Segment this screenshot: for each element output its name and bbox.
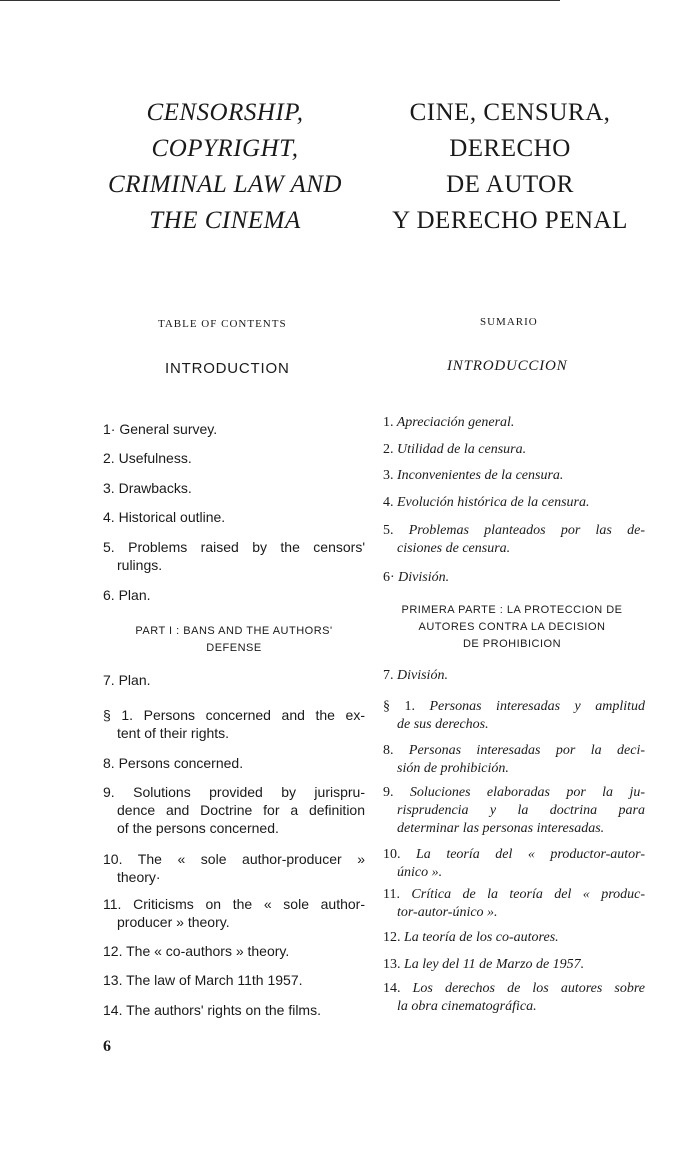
toc-entry-line (383, 540, 645, 558)
toc-entry-number: 5. (383, 523, 394, 538)
toc-entry (383, 929, 645, 947)
toc-entry (383, 886, 645, 922)
toc-entry (383, 667, 645, 685)
toc-entry-text: Inconvenientes de la censura. (397, 468, 564, 483)
toc-entry-text: Utilidad de la censura. (397, 442, 527, 457)
title-es-line: CINE, CENSURA, (409, 99, 611, 126)
title-es-line: Y DERECHO PENAL (392, 207, 628, 234)
toc-entry-number: 6· (383, 570, 395, 585)
toc-entry-number: 1. (383, 415, 394, 430)
title-en-line: CENSORSHIP, (146, 99, 304, 126)
part-heading-english (103, 623, 365, 657)
toc-entry (383, 980, 645, 1016)
title-en-line: CRIMINAL LAW AND (108, 171, 342, 198)
toc-entry-line (383, 569, 645, 587)
toc-entry-line (103, 706, 365, 724)
toc-entry-line (103, 724, 365, 742)
toc-entry-number: 7. (383, 668, 394, 683)
toc-entry-text: The « co-authors » theory. (126, 943, 290, 959)
toc-entry-text: La ley del 11 de Marzo de 1957. (404, 957, 585, 972)
toc-entry-line (103, 850, 365, 868)
toc-entry (103, 479, 365, 497)
toc-entry-line (103, 819, 365, 837)
toc-entry-line (103, 449, 365, 467)
toc-entry-line (103, 971, 365, 989)
toc-entry-line (103, 538, 365, 556)
toc-entry-line (383, 414, 645, 432)
toc-entry (103, 586, 365, 604)
toc-entry-line (383, 698, 645, 716)
toc-entry-text: risprudencia y la doctrina para (397, 803, 645, 818)
toc-entry-number: 8. (383, 743, 394, 758)
toc-entry-line (383, 998, 645, 1016)
part-en-line: DEFENSE (206, 642, 262, 654)
toc-entry (103, 942, 365, 960)
toc-entry-number: 13. (383, 957, 401, 972)
toc-entry-number: 2. (383, 442, 394, 457)
toc-entry-line (383, 846, 645, 864)
toc-entry-number: 8. (103, 755, 115, 771)
toc-entry-text: Plan. (118, 587, 151, 603)
toc-entry (383, 956, 645, 974)
toc-entry-line (383, 784, 645, 802)
toc-entry (103, 420, 365, 438)
part-es-line: PRIMERA PARTE : LA PROTECCION DE (401, 604, 623, 616)
part-en-line: PART I : BANS AND THE AUTHORS' (135, 625, 333, 637)
toc-entry (103, 706, 365, 742)
toc-entry-number: 4. (383, 495, 394, 510)
toc-entry-text: theory· (117, 869, 161, 885)
toc-entry-text: La teoría del « productor-autor- (416, 847, 645, 862)
toc-entry-number: 3. (103, 480, 115, 496)
toc-entry-text: Usefulness. (118, 450, 192, 466)
toc-entry-text: General survey. (119, 421, 218, 437)
toc-entry-text: Evolución histórica de la censura. (397, 495, 590, 510)
toc-entry (103, 1001, 365, 1019)
toc-entry-line (383, 820, 645, 838)
toc-entry (383, 414, 645, 432)
title-es-line: DE AUTOR (446, 171, 574, 198)
toc-entry-line (383, 467, 645, 485)
toc-entry-line (103, 479, 365, 497)
toc-entry-line (103, 913, 365, 931)
toc-entry-line (383, 742, 645, 760)
toc-entry-text: Los derechos de los autores sobre (412, 981, 645, 996)
toc-entry-text: rulings. (117, 557, 163, 573)
title-spanish (360, 95, 660, 239)
toc-entry (383, 494, 645, 512)
page-number: 6 (103, 1038, 111, 1055)
toc-entry-line (383, 980, 645, 998)
toc-entry-line (103, 671, 365, 689)
toc-entry-number: 1· (103, 421, 116, 437)
toc-entry-number: § 1. (383, 699, 415, 714)
toc-entry-text: División. (397, 668, 448, 683)
toc-entry-text: Personas interesadas por la deci- (408, 743, 645, 758)
toc-entry (103, 783, 365, 837)
toc-entry-text: Criticisms on the « sole author- (133, 896, 366, 912)
toc-entry-line (103, 508, 365, 526)
toc-entry-text: Persons concerned and the ex- (143, 707, 365, 723)
toc-entry-number: 14. (103, 1002, 123, 1018)
toc-entry-line (103, 420, 365, 438)
toc-entry-line (383, 886, 645, 904)
toc-heading-spanish: SUMARIO (480, 316, 538, 328)
part-es-line: AUTORES CONTRA LA DECISION (418, 621, 606, 633)
toc-entry-line (103, 942, 365, 960)
toc-entry-number: 12. (103, 943, 123, 959)
toc-entry (103, 971, 365, 989)
toc-entry-text: Problems raised by the censors' (128, 539, 365, 555)
title-es-line: DERECHO (449, 135, 571, 162)
toc-entry-text: Drawbacks. (118, 480, 192, 496)
title-en-line: COPYRIGHT, (151, 135, 299, 162)
toc-entry-line (103, 1001, 365, 1019)
toc-entry-text: Historical outline. (118, 509, 226, 525)
toc-entry-text: Personas interesadas y amplitud (429, 699, 646, 714)
toc-entry-text: sión de prohibición. (397, 761, 509, 776)
toc-entry-number: 14. (383, 981, 401, 996)
toc-entry-text: de sus derechos. (397, 717, 489, 732)
toc-entry-line (383, 494, 645, 512)
toc-entry-text: Plan. (118, 672, 151, 688)
toc-entry (103, 895, 365, 931)
toc-entry-text: determinar las personas interesadas. (397, 821, 605, 836)
toc-entry-number: 9. (383, 785, 394, 800)
toc-entry (103, 754, 365, 772)
toc-entry-text: The law of March 11th 1957. (126, 972, 303, 988)
toc-entry-line (383, 802, 645, 820)
toc-entry-number: 10. (103, 851, 123, 867)
toc-entry-line (103, 895, 365, 913)
toc-entry-number: 6. (103, 587, 115, 603)
toc-entry-number: 13. (103, 972, 123, 988)
toc-entry-number: 3. (383, 468, 394, 483)
toc-entry (383, 742, 645, 778)
toc-entry (383, 569, 645, 587)
toc-entry-line (103, 586, 365, 604)
toc-entry-line (383, 760, 645, 778)
title-english (75, 95, 375, 239)
toc-entry-number: 11. (383, 887, 400, 902)
toc-entry-text: único ». (397, 865, 443, 880)
toc-entry-line (383, 667, 645, 685)
toc-entry-line (103, 754, 365, 772)
toc-entry-line (383, 929, 645, 947)
toc-entry (383, 784, 645, 838)
toc-entry (383, 522, 645, 558)
toc-entry-text: la obra cinematográfica. (397, 999, 537, 1014)
toc-entry-line (383, 956, 645, 974)
toc-entry-text: Apreciación general. (396, 415, 515, 430)
toc-entry-text: tor-autor-único ». (397, 905, 498, 920)
toc-entry-number: § 1. (103, 707, 134, 723)
toc-entry-number: 7. (103, 672, 115, 688)
toc-entry-line (383, 441, 645, 459)
toc-entry (383, 467, 645, 485)
toc-entry-text: La teoría de los co-autores. (404, 930, 559, 945)
toc-entry-number: 11. (103, 896, 122, 912)
toc-entry (383, 441, 645, 459)
toc-entry-line (103, 783, 365, 801)
toc-entry-line (383, 716, 645, 734)
toc-entry-text: División. (398, 570, 450, 585)
part-es-line: DE PROHIBICION (462, 638, 562, 650)
toc-entry (383, 698, 645, 734)
toc-entry-text: Solutions provided by jurispru- (133, 784, 365, 800)
toc-entry-text: Problemas planteados por las de- (408, 523, 645, 538)
toc-entry-line (383, 904, 645, 922)
toc-entry-line (383, 864, 645, 882)
toc-entry-line (383, 522, 645, 540)
toc-entry (383, 846, 645, 882)
toc-entry (103, 671, 365, 689)
toc-entry-text: dence and Doctrine for a definition (117, 802, 365, 818)
toc-entry-text: Persons concerned. (118, 755, 244, 771)
toc-entry-number: 4. (103, 509, 115, 525)
introduction-heading-spanish: INTRODUCCION (447, 358, 568, 374)
toc-entry-number: 2. (103, 450, 115, 466)
toc-entry-text: of the persons concerned. (117, 820, 279, 836)
toc-entry (103, 449, 365, 467)
toc-entry-line (103, 868, 365, 886)
toc-entry (103, 538, 365, 574)
toc-entry-text: cisiones de censura. (397, 541, 511, 556)
toc-entry-number: 12. (383, 930, 401, 945)
toc-entry-text: producer » theory. (117, 914, 230, 930)
toc-entry-text: Crítica de la teoría del « produc- (411, 887, 646, 902)
part-heading-spanish (379, 602, 645, 653)
toc-entry-line (103, 801, 365, 819)
toc-entry (103, 850, 365, 886)
toc-entry-text: Soluciones elaboradas por la ju- (409, 785, 645, 800)
toc-entry-number: 9. (103, 784, 115, 800)
toc-entry-line (103, 556, 365, 574)
toc-entry-text: tent of their rights. (117, 725, 230, 741)
toc-entry-number: 10. (383, 847, 401, 862)
toc-entry-number: 5. (103, 539, 115, 555)
toc-heading-english: TABLE OF CONTENTS (158, 318, 287, 330)
toc-entry-text: The « sole author-producer » (137, 851, 365, 867)
toc-entry (103, 508, 365, 526)
toc-entry-text: The authors' rights on the films. (126, 1002, 321, 1018)
introduction-heading-english: INTRODUCTION (165, 360, 290, 377)
title-en-line: THE CINEMA (149, 207, 301, 234)
